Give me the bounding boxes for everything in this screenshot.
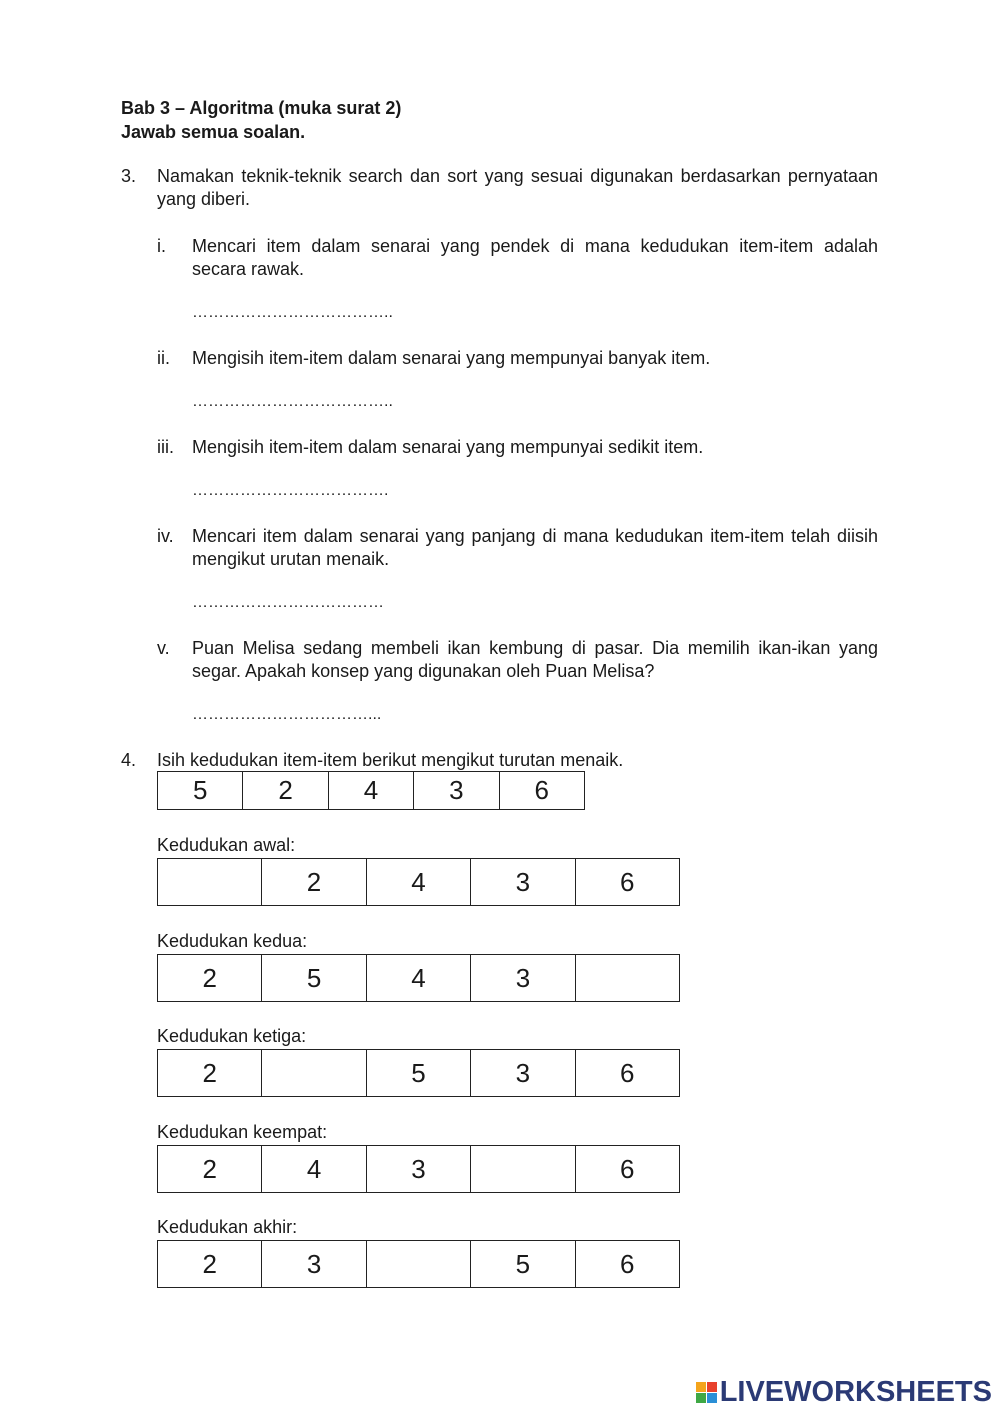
blank-answer-cell[interactable] — [471, 1146, 575, 1193]
sequence-cell: 2 — [158, 1146, 262, 1193]
blank-answer-cell[interactable] — [366, 1241, 470, 1288]
q3-answer-field[interactable]: ……………………………….. — [192, 304, 393, 321]
stage-table — [157, 954, 680, 1002]
sequence-cell: 5 — [366, 1050, 470, 1097]
stage-label: Kedudukan awal: — [157, 835, 296, 855]
sequence-cell: 4 — [262, 1146, 366, 1193]
blank-answer-cell[interactable] — [575, 955, 679, 1002]
stage-label: Kedudukan kedua: — [157, 931, 308, 951]
sequence-cell: 3 — [471, 859, 575, 906]
sequence-cell: 2 — [243, 772, 328, 810]
sequence-cell: 4 — [328, 772, 413, 810]
sequence-cell: 2 — [158, 955, 262, 1002]
sequence-cell: 3 — [414, 772, 499, 810]
sequence-cell: 5 — [471, 1241, 575, 1288]
sequence-cell: 3 — [262, 1241, 366, 1288]
sequence-cell: 6 — [575, 1050, 679, 1097]
liveworksheets-logo-icon — [696, 1382, 717, 1403]
sequence-cell: 3 — [366, 1146, 470, 1193]
sequence-cell: 2 — [262, 859, 366, 906]
q3-item-text: Mencari item dalam senarai yang pendek di mana kedudukan item-item adalah secara rawak. — [192, 236, 878, 279]
logo-square — [696, 1382, 706, 1392]
sequence-cell: 6 — [499, 772, 584, 810]
sequence-cell: 4 — [366, 955, 470, 1002]
sequence-cell: 4 — [366, 859, 470, 906]
q3-item-text: Mengisih item-item dalam senarai yang mempunyai banyak item. — [192, 348, 711, 368]
q4-number: 4. — [121, 750, 137, 770]
q3-item-label: v. — [157, 638, 170, 658]
q3-answer-field[interactable]: ……………………………… — [192, 594, 384, 611]
q3-item-label: iii. — [157, 437, 174, 457]
q3-answer-field[interactable]: ……………………………... — [192, 706, 382, 723]
chapter-title: Bab 3 – Algoritma (muka surat 2) — [121, 98, 402, 118]
sequence-cell: 6 — [575, 859, 679, 906]
q3-answer-field[interactable]: ……………………………….. — [192, 393, 393, 410]
sequence-cell: 6 — [575, 1241, 679, 1288]
stage-label: Kedudukan ketiga: — [157, 1026, 307, 1046]
q3-answer-field[interactable]: ………………………………. — [192, 482, 389, 499]
sequence-cell: 5 — [158, 772, 243, 810]
logo-text: LIVEWORKSHEETS — [719, 1376, 992, 1408]
q3-item-label: i. — [157, 236, 166, 256]
logo-square — [696, 1393, 706, 1403]
sequence-cell: 2 — [158, 1241, 262, 1288]
logo-square — [707, 1393, 717, 1403]
sequence-cell: 5 — [262, 955, 366, 1002]
blank-answer-cell[interactable] — [158, 859, 262, 906]
initial-sequence-table — [157, 771, 585, 810]
logo-square — [707, 1382, 717, 1392]
stage-table — [157, 858, 680, 906]
q4-text: Isih kedudukan item-item berikut mengikut turutan menaik. — [157, 750, 624, 770]
q3-item-label: iv. — [157, 526, 174, 546]
stage-table — [157, 1049, 680, 1097]
q3-item-label: ii. — [157, 348, 170, 368]
q3-item-text: Mengisih item-item dalam senarai yang mempunyai sedikit item. — [192, 437, 704, 457]
stage-label: Kedudukan akhir: — [157, 1217, 298, 1237]
stage-table — [157, 1145, 680, 1193]
sequence-cell: 3 — [471, 955, 575, 1002]
blank-answer-cell[interactable] — [262, 1050, 366, 1097]
sequence-cell: 3 — [471, 1050, 575, 1097]
q3-text: Namakan teknik-teknik search dan sort yang sesuai digunakan berdasarkan pernyataan yang diberi. — [157, 166, 878, 209]
instruction-text: Jawab semua soalan. — [121, 122, 306, 142]
q3-number: 3. — [121, 166, 137, 186]
liveworksheets-logo[interactable] — [696, 1376, 992, 1409]
q3-item-text: Puan Melisa sedang membeli ikan kembung di pasar. Dia memilih ikan-ikan yang segar. Apakah konsep yang digunakan oleh Puan Melisa? — [192, 638, 878, 681]
sequence-cell: 6 — [575, 1146, 679, 1193]
stage-label: Kedudukan keempat: — [157, 1122, 328, 1142]
stage-table — [157, 1240, 680, 1288]
page-header — [121, 96, 401, 144]
q3-item-text: Mencari item dalam senarai yang panjang di mana kedudukan item-item telah diisih mengikut urutan menaik. — [192, 526, 878, 569]
sequence-cell: 2 — [158, 1050, 262, 1097]
